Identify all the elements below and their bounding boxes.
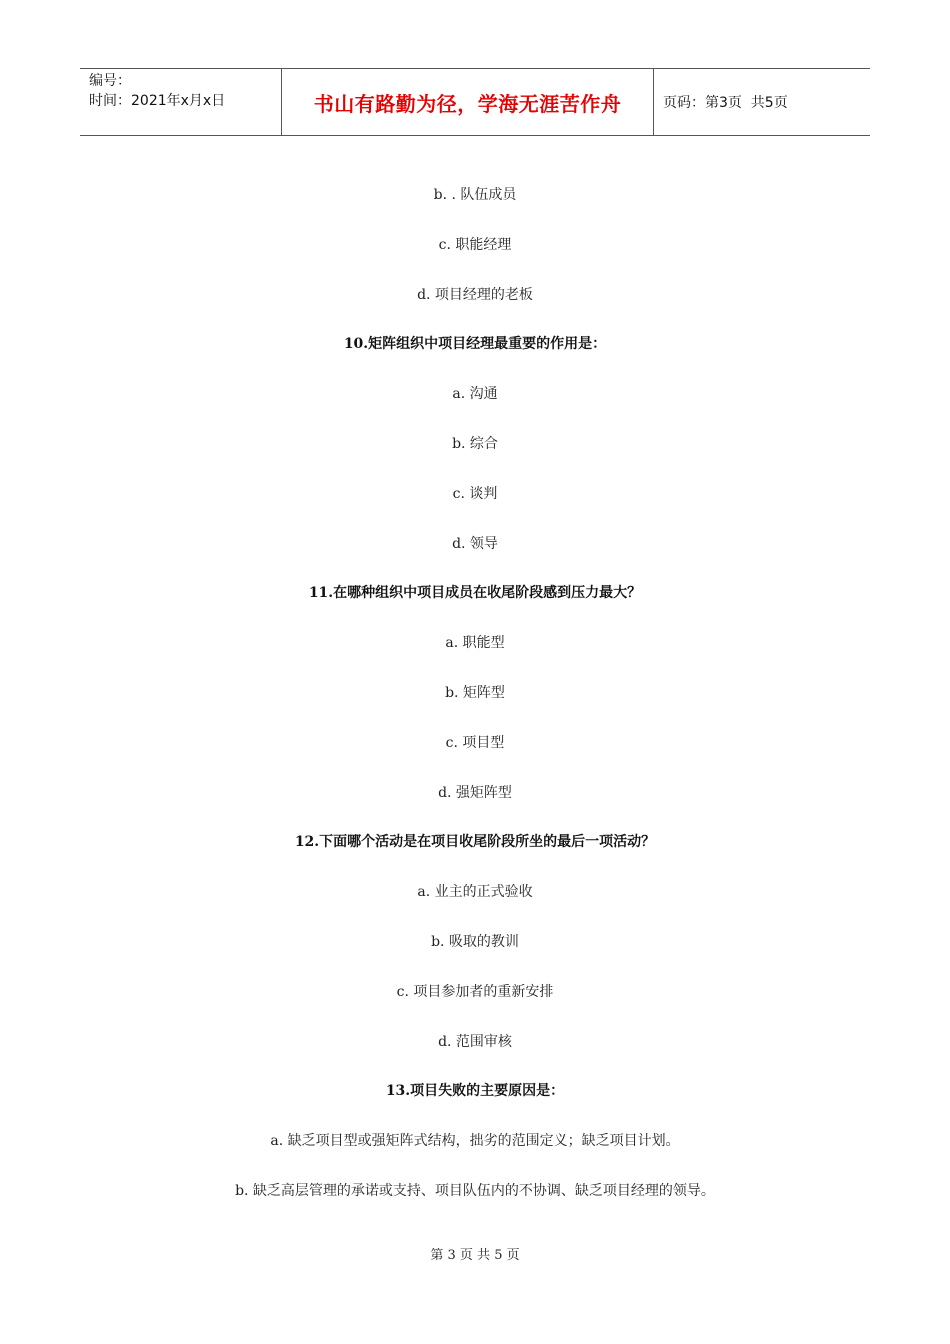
option-line: a. 职能型	[445, 635, 505, 652]
header-motto: 书山有路勤为径，学海无涯苦作舟	[281, 69, 654, 135]
option-line: c. 项目参加者的重新安排	[396, 983, 554, 1000]
option-line: c. 项目型	[445, 734, 505, 751]
option-line: b. . 队伍成员	[433, 187, 517, 203]
header-page-info	[654, 69, 870, 135]
option-line: a. 沟通	[452, 386, 498, 403]
document-time-label: 时间：2021年x月x日	[89, 93, 226, 109]
option-line: d. 强矩阵型	[438, 784, 512, 801]
option-line: d. 项目经理的老板	[417, 286, 533, 303]
option-line: d. 范围审核	[438, 1033, 512, 1050]
page-footer	[0, 1244, 950, 1263]
question-12: 12.下面哪个活动是在项目收尾阶段所坐的最后一项活动？	[294, 834, 656, 851]
option-line: a. 缺乏项目型或强矩阵式结构，拙劣的范围定义；缺乏项目计划。	[270, 1133, 680, 1150]
option-line: c. 谈判	[452, 485, 498, 502]
footer-page-number: 第 3 页 共 5 页	[430, 1248, 520, 1263]
option-line: b. 综合	[452, 435, 498, 452]
option-line: b. 缺乏高层管理的承诺或支持、项目队伍内的不协调、缺乏项目经理的领导。	[235, 1182, 715, 1199]
option-line: b. 吸取的教训	[431, 933, 519, 950]
option-line: c. 职能经理	[438, 236, 512, 253]
option-line: d. 领导	[452, 535, 498, 552]
option-line: b. 矩阵型	[445, 684, 505, 701]
option-line: a. 业主的正式验收	[417, 884, 533, 901]
question-10: 10.矩阵组织中项目经理最重要的作用是：	[343, 336, 607, 353]
question-11: 11.在哪种组织中项目成员在收尾阶段感到压力最大？	[308, 585, 642, 602]
document-body	[80, 171, 870, 1217]
document-number-label: 编号：	[89, 73, 131, 89]
page-info-text: 页码：第3页 共5页	[663, 95, 788, 111]
page-header	[80, 68, 870, 136]
header-meta	[80, 69, 281, 135]
question-13: 13.项目失败的主要原因是：	[385, 1083, 565, 1100]
